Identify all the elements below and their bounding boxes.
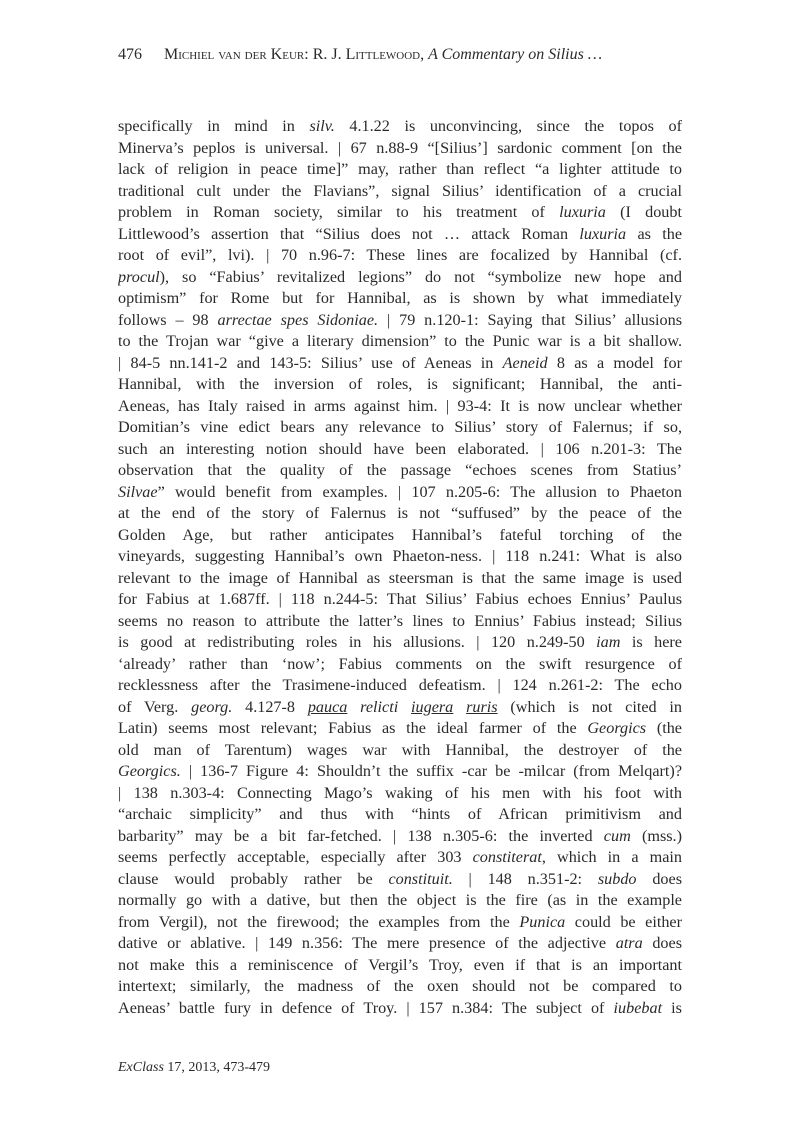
text-segment: old man of Tarentum) wages war with Hannibal, the destroyer of the [118,740,682,759]
text-segment: (I doubt [605,203,682,221]
emphasized-text: Georgics. [118,762,181,780]
header-comma: , [420,46,429,63]
text-line [118,589,682,611]
emphasized-text: subdo [597,869,637,888]
text-line [118,912,682,934]
text-line [118,288,682,310]
body-text [118,116,682,1019]
emphasized-text [453,698,466,716]
text-line [118,267,682,289]
text-segment: recklessness after the Trasimene-induced defeatism. | 124 n.261-2: The echo [118,676,682,694]
text-line [118,826,682,848]
text-line [118,310,682,332]
text-line [118,159,682,181]
text-segment: is [662,998,682,1017]
text-segment: optimism” for Rome but for Hannibal, as is shown by what immediately [118,289,682,307]
text-segment: Latin) seems most relevant; Fabius as the ideal farmer of the [118,719,588,737]
text-segment: Golden Age, but rather anticipates Hannibal’s fateful torching of the [118,525,682,544]
text-segment: from Vergil), not the firewood; the examples from the [118,912,520,931]
text-segment: Aeneas, has Italy raised in arms against him. | 93-4: It is now unclear whether [118,396,682,415]
text-segment: vineyards, suggesting Hannibal’s own Phaeton-ness. | 118 n.241: What is also [118,547,682,565]
text-line [118,611,682,633]
text-segment: ‘already’ rather than ‘now’; Fabius comments on the swift resurgence of [118,654,682,673]
text-line [118,568,682,590]
text-segment: 4.1.22 is unconvincing, since the topos of [334,117,682,135]
text-segment: follows – 98 [118,310,218,329]
text-segment: to the Trojan war “give a literary dimension” to the Punic war is a bit shallow. [118,332,682,350]
emphasized-text: georg. [191,697,233,716]
text-segment: not make this a reminiscence of Vergil’s Troy, even if that is an important [118,955,682,974]
text-line [118,675,682,697]
text-segment: root of evil”, lvi). | 70 n.96-7: These lines are focalized by Hannibal (cf. [118,246,682,264]
emphasized-text: relicti [347,697,412,716]
text-segment: traditional cult under the Flavians”, signal Silius’ identification of a crucial [118,181,682,200]
text-line [118,374,682,396]
text-line [118,460,682,482]
text-line [118,632,682,654]
text-line [118,761,682,783]
text-line [118,869,682,891]
emphasized-text: cum [603,826,631,845]
text-segment: intertext; similarly, the madness of the oxen should not be compared to [118,977,682,995]
emphasized-text: pauca [307,697,348,716]
text-segment: | 138 n.303-4: Connecting Mago’s waking of his men with his foot with [118,783,682,802]
text-segment: such an interesting notion should have been elaborated. | 106 n.201-3: The [118,439,682,458]
text-line [118,181,682,203]
text-line [118,245,682,267]
journal-footer [118,1060,270,1076]
text-segment: Hannibal, with the inversion of roles, is significant; Hannibal, the anti- [118,375,682,393]
text-segment: normally go with a dative, but then the object is the fire (as in the example [118,891,682,909]
text-segment: Domitian’s vine edict bears any relevance to Silius’ story of Falernus; if so, [118,418,682,436]
text-segment: seems perfectly acceptable, especially after 303 [118,848,473,866]
text-line [118,847,682,869]
text-line [118,396,682,418]
text-segment: specifically in mind in [118,117,310,135]
emphasized-text: Silvae [118,482,158,501]
text-segment: does [642,934,682,952]
emphasized-text: constiterat [472,848,542,866]
text-segment: seems no reason to attribute the latter’s lines to Ennius’ Fabius instead; Silius [118,611,682,630]
emphasized-text: constituit. [388,869,453,888]
emphasized-text: iubebat [613,998,663,1017]
emphasized-text: Georgics [587,719,647,737]
text-segment: (which is not cited in [497,697,682,716]
text-line [118,718,682,740]
text-segment: as the [626,224,682,243]
emphasized-text: silv. [309,117,335,135]
text-segment: observation that the quality of the passage “echoes scenes from Statius’ [118,461,682,479]
text-line [118,116,682,138]
text-segment: does [636,869,682,888]
running-header [118,46,602,64]
text-line [118,525,682,547]
text-segment: Aeneas’ battle fury in defence of Troy. | 157 n.384: The subject of [118,998,614,1017]
text-line [118,804,682,826]
text-line [118,783,682,805]
text-segment: lack of religion in peace time]” may, rather than reflect “a lighter attitude to [118,160,682,178]
text-segment: barbarity” may be a bit far-fetched. | 138 n.305-6: the inverted [118,826,604,845]
text-line [118,353,682,375]
text-line [118,331,682,353]
text-segment: clause would probably rather be [118,869,389,888]
text-segment: problem in Roman society, similar to his treatment of [118,203,560,221]
emphasized-text: ruris [466,697,498,716]
text-segment: (mss.) [630,826,682,845]
header-book-title: A Commentary on Silius … [428,46,603,63]
emphasized-text: luxuria [559,203,606,221]
text-segment: 4.127-8 [232,697,308,716]
text-segment: ), so “Fabius’ revitalized legions” do not “symbolize new hope and [159,267,682,286]
text-segment: | 136-7 Figure 4: Shouldn’t the suffix -car be -milcar (from Melqart)? [180,762,682,780]
text-segment: | 84-5 nn.141-2 and 143-5: Silius’ use of Aeneas in [118,353,503,372]
header-separator: : [304,46,313,63]
footer-journal-name: ExClass [118,1060,164,1075]
emphasized-text: Punica [519,912,566,931]
text-segment: Littlewood’s assertion that “Silius does not … attack Roman [118,224,580,243]
text-line [118,697,682,719]
text-segment: (the [646,719,682,737]
page-number: 476 [118,46,142,63]
text-segment: dative or ablative. | 149 n.356: The mere presence of the adjective [118,934,616,952]
text-segment: 8 as a model for [547,353,682,372]
text-line [118,138,682,160]
text-segment: is good at redistributing roles in his allusions. | 120 n.249-50 [118,633,597,651]
emphasized-text: iugera [411,697,454,716]
text-line [118,546,682,568]
text-line [118,890,682,912]
text-segment: is here [620,633,682,651]
emphasized-text: Aeneid [502,353,548,372]
text-segment: relevant to the image of Hannibal as steersman is that the same image is used [118,568,682,587]
text-line [118,439,682,461]
text-segment: ” would benefit from examples. | 107 n.205-6: The allusion to Phaeton [157,482,682,501]
text-line [118,503,682,525]
header-author: Michiel van der Keur [164,46,305,63]
text-segment: , which in a main [541,848,682,866]
text-line [118,224,682,246]
text-segment: could be either [565,912,682,931]
text-line [118,654,682,676]
emphasized-text: luxuria [579,224,627,243]
header-reviewed-author: R. J. Littlewood [312,46,421,63]
text-line [118,955,682,977]
text-line [118,482,682,504]
text-line [118,933,682,955]
text-segment: at the end of the story of Falernus is not “suffused” by the peace of the [118,504,682,522]
text-segment: | 79 n.120-1: Saying that Silius’ allusions [378,310,682,329]
text-segment: of Verg. [118,697,192,716]
emphasized-text: procul [118,267,160,286]
text-segment: Minerva’s peplos is universal. | 67 n.88-9 “[Silius’] sardonic comment [on the [118,138,682,157]
emphasized-text: arrectae spes Sidoniae. [217,310,379,329]
text-line [118,740,682,762]
footer-citation: 17, 2013, 473-479 [163,1060,271,1075]
text-segment: | 148 n.351-2: [452,869,598,888]
text-line [118,202,682,224]
emphasized-text: iam [596,633,621,651]
text-segment: “archaic simplicity” and thus with “hints of African primitivism and [118,805,682,823]
text-segment: for Fabius at 1.687ff. | 118 n.244-5: That Silius’ Fabius echoes Ennius’ Paulus [118,590,682,608]
text-line [118,998,682,1020]
text-line [118,417,682,439]
text-line [118,976,682,998]
emphasized-text: atra [615,934,643,952]
